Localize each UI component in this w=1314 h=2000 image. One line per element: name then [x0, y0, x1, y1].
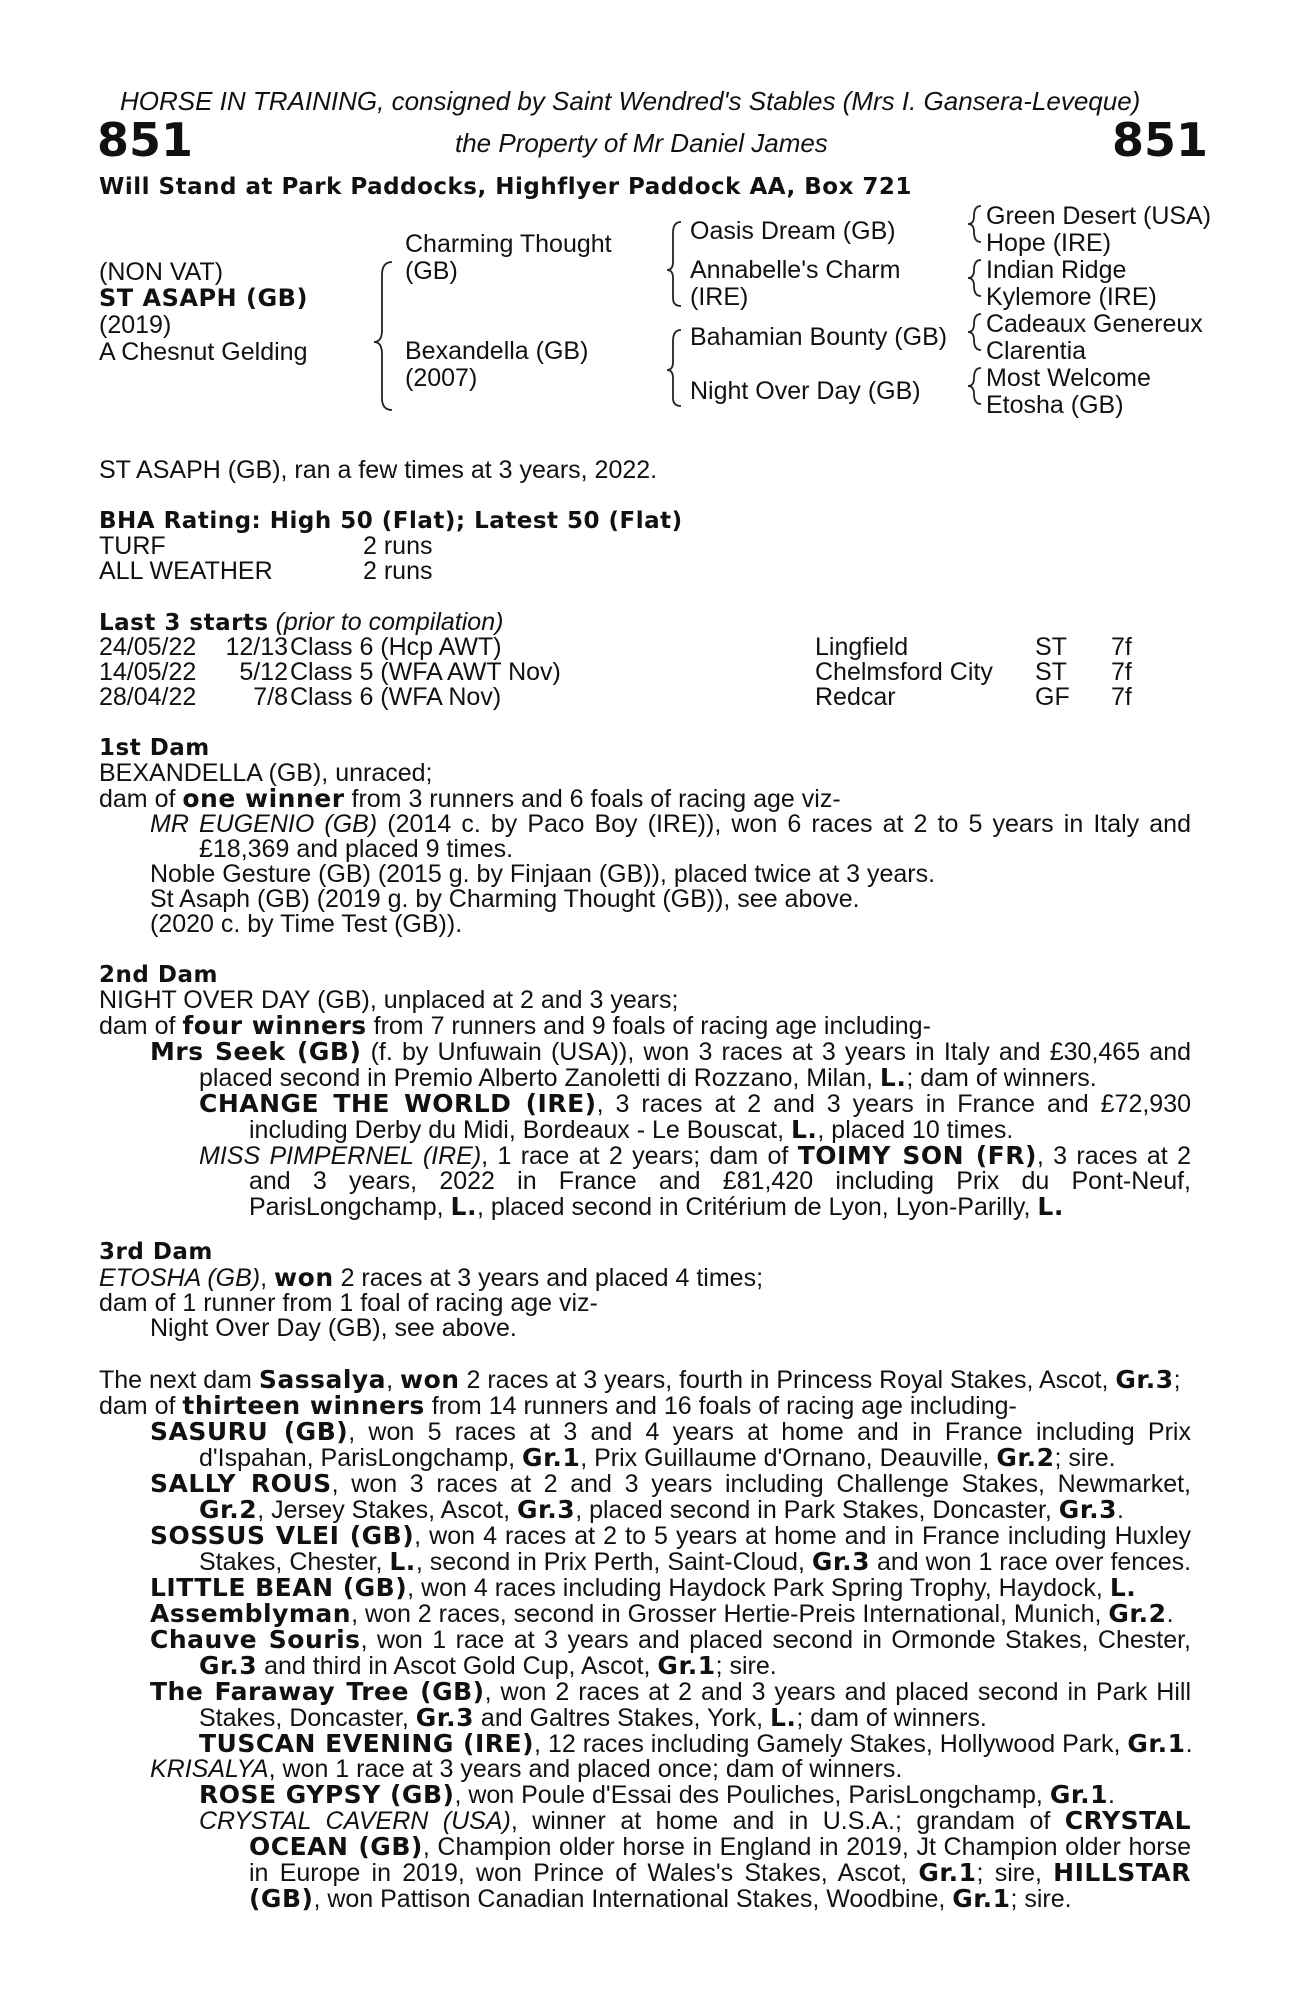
produce-name: KRISALYA [150, 1755, 269, 1783]
text: ; [1173, 1366, 1181, 1394]
produce-line [99, 1575, 1191, 1601]
produce-line [99, 812, 1191, 837]
grade: L. [389, 1547, 416, 1576]
produce-line-cont [99, 1549, 1191, 1575]
text: The next dam [99, 1366, 259, 1394]
start-distance: 7f [1111, 658, 1132, 686]
text: 2 races at 3 years, fourth in Princess Royal Stakes, Ascot, [459, 1366, 1116, 1394]
grandparent-6: Clarentia [986, 337, 1087, 365]
starts-heading-label: Last 3 starts [99, 610, 269, 636]
text: , [260, 1264, 275, 1292]
text: , won 4 races at 2 to 5 years at home and in France including Huxley [414, 1522, 1191, 1550]
text: , Jersey Stakes, Ascot, [257, 1496, 518, 1524]
produce-name: SASURU (GB) [150, 1417, 349, 1446]
produce-line: Night Over Day (GB), see above. [150, 1314, 517, 1342]
first-dam-line: BEXANDELLA (GB), unraced; [99, 759, 433, 787]
produce-name: ROSE GYPSY (GB) [199, 1780, 455, 1809]
produce-name: CRYSTAL [1064, 1806, 1191, 1835]
sire-dam-line1: Annabelle's Charm [690, 256, 901, 284]
produce-line [99, 1757, 1191, 1782]
won-label: won [399, 1365, 460, 1394]
lot-number-right: 851 [1112, 113, 1209, 167]
first-dam-section [99, 736, 1191, 937]
produce-name: HILLSTAR [1053, 1858, 1191, 1887]
dam-sire: Bahamian Bounty (GB) [690, 323, 948, 351]
produce-line [99, 1039, 1191, 1065]
produce-line [99, 1471, 1191, 1497]
text: and Galtres Stakes, York, [473, 1704, 770, 1732]
text: , won 2 races, second in Grosser Hertie-Preis International, Munich, [351, 1600, 1109, 1628]
winners-count: one winner [182, 784, 345, 813]
grade: Gr.3 [811, 1547, 871, 1576]
first-dam-line [99, 786, 1191, 812]
text: ParisLongchamp, [249, 1193, 451, 1221]
grade: Gr.1 [657, 1651, 716, 1680]
produce-name: LITTLE BEAN (GB) [150, 1573, 408, 1602]
grade: Gr.2 [1108, 1599, 1167, 1628]
text: , won 2 races at 2 and 3 years and placed second in Park Hill [484, 1678, 1191, 1706]
produce-line [99, 1419, 1191, 1445]
text: , second in Prix Perth, Saint-Cloud, [415, 1548, 812, 1576]
produce-line [99, 1731, 1191, 1757]
text: , placed second in Park Stakes, Doncaster, [575, 1496, 1059, 1524]
text: (f. by Unfuwain (USA)), won 3 races at 3 years in Italy and £30,465 and [361, 1038, 1191, 1066]
text: in Europe in 2019, won Prince of Wales's Stakes, Ascot, [249, 1859, 919, 1887]
produce-line-cont [99, 1653, 1191, 1679]
lot-number-left: 851 [97, 113, 194, 167]
start-position: 12/13 [225, 633, 288, 661]
start-going: ST [1035, 633, 1067, 661]
rating-surface: TURF [99, 532, 166, 560]
start-date: 14/05/22 [99, 658, 197, 686]
start-going: ST [1035, 658, 1067, 686]
text: , won 5 races at 3 and 4 years at home and in France including Prix [348, 1418, 1191, 1446]
text: , placed second in Critérium de Lyon, Lyon-Parilly, [476, 1193, 1038, 1221]
text: from 7 runners and 9 foals of racing age including- [366, 1012, 931, 1040]
start-course: Chelmsford City [815, 658, 993, 686]
grandparent-8: Etosha (GB) [986, 391, 1124, 419]
produce-line: (2020 c. by Time Test (GB)). [150, 910, 463, 938]
produce-line-cont [99, 1497, 1191, 1523]
text: ; dam of winners. [906, 1064, 1097, 1092]
produce-line-cont [99, 1445, 1191, 1471]
start-position: 7/8 [253, 683, 288, 711]
text: ; sire. [1010, 1885, 1072, 1913]
dam-dam: Night Over Day (GB) [690, 377, 921, 405]
produce-name: MR EUGENIO (GB) [150, 810, 378, 838]
start-race: Class 6 (WFA Nov) [290, 683, 502, 711]
start-position: 5/12 [239, 658, 288, 686]
third-dam-line: dam of 1 runner from 1 foal of racing age viz- [99, 1289, 598, 1317]
text: dam of [99, 1392, 183, 1420]
produce-line [99, 1523, 1191, 1549]
text: , won 4 races including Haydock Park Spring Trophy, Haydock, [407, 1574, 1110, 1602]
produce-name: TUSCAN EVENING (IRE) [199, 1729, 535, 1758]
grade: Gr.1 [1127, 1729, 1186, 1758]
produce-line-cont: and 3 years, 2022 in France and £81,420 including Prix du Pont-Neuf, [249, 1167, 1191, 1195]
produce-line-cont [99, 1834, 1191, 1860]
rating-heading: BHA Rating: High 50 (Flat); Latest 50 (Flat) [99, 508, 683, 534]
produce-line-cont: £18,369 and placed 9 times. [199, 835, 514, 863]
text: dam of [99, 785, 183, 813]
sire-dam-line2: (IRE) [690, 283, 749, 311]
start-date: 28/04/22 [99, 683, 197, 711]
grandparent-1: Green Desert (USA) [986, 202, 1212, 230]
starts-heading-note: (prior to compilation) [275, 608, 504, 636]
grandparent-4: Kylemore (IRE) [986, 283, 1157, 311]
text: , 12 races including Gamely Stakes, Hollywood Park, [534, 1730, 1128, 1758]
third-dam-line [99, 1265, 1191, 1291]
text: , won Poule d'Essai des Pouliches, ParisLongchamp, [454, 1781, 1050, 1809]
grade: Gr.3 [1115, 1365, 1174, 1394]
grade: Gr.2 [996, 1443, 1055, 1472]
stand-line: Will Stand at Park Paddocks, Highflyer Paddock AA, Box 721 [99, 174, 912, 200]
start-going: GF [1035, 683, 1070, 711]
text: , Champion older horse in England in 2019, Jt Champion older horse [422, 1833, 1191, 1861]
produce-line: Noble Gesture (GB) (2015 g. by Finjaan (GB)), placed twice at 3 years. [150, 860, 936, 888]
start-course: Lingfield [815, 633, 909, 661]
sire-country: (GB) [405, 257, 458, 285]
grade: Gr.1 [1049, 1780, 1109, 1809]
rating-surface: ALL WEATHER [99, 557, 273, 585]
text: ; sire. [715, 1652, 777, 1680]
grade: L. [1109, 1573, 1137, 1602]
second-dam-heading: 2nd Dam [99, 962, 218, 988]
grade: Gr.2 [199, 1495, 258, 1524]
next-dam-line [99, 1393, 1191, 1419]
second-dam-line: NIGHT OVER DAY (GB), unplaced at 2 and 3 years; [99, 986, 679, 1014]
text: . [1116, 1496, 1124, 1524]
produce-line-cont [99, 1065, 1191, 1091]
text: , 3 races at 2 and 3 years in France and £72,930 [596, 1090, 1191, 1118]
text: , [386, 1366, 400, 1394]
text: ; dam of winners. [796, 1704, 987, 1732]
produce-name: SALLY ROUS [150, 1469, 332, 1498]
property-line: the Property of Mr Daniel James [455, 128, 828, 158]
consignor-line: HORSE IN TRAINING, consigned by Saint Wendred's Stables (Mrs I. Gansera-Leveque) [120, 86, 1141, 116]
produce-line-cont [99, 1705, 1191, 1731]
start-date: 24/05/22 [99, 633, 197, 661]
third-dam-heading: 3rd Dam [99, 1239, 213, 1265]
produce-line [99, 1808, 1191, 1834]
text: and won 1 race over fences. [870, 1548, 1192, 1576]
text: from 14 runners and 16 foals of racing age including- [424, 1392, 1017, 1420]
produce-line-cont [99, 1194, 1191, 1220]
text: , placed 10 times. [817, 1116, 1014, 1144]
text: dam of [99, 1012, 183, 1040]
produce-name: TOIMY SON (FR) [797, 1141, 1037, 1170]
text: , won 3 races at 2 and 3 years including Challenge Stakes, Newmarket, [331, 1470, 1191, 1498]
text: Stakes, Chester, [199, 1548, 390, 1576]
produce-name: Assemblyman [150, 1599, 352, 1628]
grade: Gr.3 [1058, 1495, 1117, 1524]
text: including Derby du Midi, Bordeaux - Le Bouscat, [249, 1116, 791, 1144]
third-dam-section [99, 1240, 1191, 1341]
produce-line [99, 1143, 1191, 1169]
start-course: Redcar [815, 683, 896, 711]
produce-line [99, 1601, 1191, 1627]
grade: L. [769, 1703, 797, 1732]
grade: L. [1037, 1192, 1064, 1221]
produce-name: The Faraway Tree (GB) [150, 1677, 485, 1706]
text: . [1166, 1600, 1174, 1628]
start-distance: 7f [1111, 683, 1132, 711]
race-summary: ST ASAPH (GB), ran a few times at 3 years, 2022. [99, 456, 658, 484]
text: ; sire, [976, 1859, 1054, 1887]
text: , won 1 race at 3 years and placed second in Ormonde Stakes, Chester, [360, 1626, 1192, 1654]
grade: L. [790, 1115, 818, 1144]
grade: L. [879, 1063, 907, 1092]
produce-line [99, 1091, 1191, 1117]
text: , 1 race at 2 years; dam of [481, 1142, 798, 1170]
dam-year: (2007) [405, 364, 478, 392]
produce-name: Chauve Souris [150, 1625, 361, 1654]
grandparent-2: Hope (IRE) [986, 229, 1112, 257]
second-dam-line [99, 1013, 1191, 1039]
produce-line [99, 1627, 1191, 1653]
rating-runs: 2 runs [363, 532, 433, 560]
produce-name: CRYSTAL CAVERN (USA) [199, 1807, 511, 1835]
grade: Gr.1 [522, 1443, 581, 1472]
grade: Gr.1 [952, 1884, 1011, 1913]
text: d'Ispahan, ParisLongchamp, [199, 1444, 523, 1472]
grandparent-7: Most Welcome [986, 364, 1151, 392]
produce-line-cont [99, 1860, 1191, 1886]
produce-name: MISS PIMPERNEL (IRE) [199, 1142, 482, 1170]
produce-line-cont [99, 1886, 1191, 1912]
won-label: won [274, 1263, 334, 1292]
text: , won 1 race at 3 years and placed once; dam of winners. [268, 1755, 903, 1783]
vat-status: (NON VAT) [99, 258, 224, 286]
produce-line: St Asaph (GB) (2019 g. by Charming Thought (GB)), see above. [150, 885, 860, 913]
produce-name: OCEAN (GB) [249, 1832, 423, 1861]
grade: Gr.1 [918, 1858, 977, 1887]
text: Stakes, Doncaster, [199, 1704, 416, 1732]
grandparent-5: Cadeaux Genereux [986, 310, 1203, 338]
grade: Gr.3 [415, 1703, 474, 1732]
text: , 3 races at 2 [1036, 1142, 1191, 1170]
produce-line [99, 1679, 1191, 1705]
dam-name: ETOSHA (GB) [99, 1264, 261, 1292]
text: , won Pattison Canadian International Stakes, Woodbine, [313, 1885, 953, 1913]
text: and third in Ascot Gold Cup, Ascot, [257, 1652, 658, 1680]
produce-line [99, 1782, 1191, 1808]
dam-name: Sassalya [258, 1365, 387, 1394]
text: (2014 c. by Paco Boy (IRE)), won 6 races at 2 to 5 years in Italy and [377, 810, 1191, 838]
start-distance: 7f [1111, 633, 1132, 661]
winners-count: four winners [182, 1011, 367, 1040]
produce-name: SOSSUS VLEI (GB) [150, 1521, 415, 1550]
rating-runs: 2 runs [363, 557, 433, 585]
produce-line-cont [99, 1117, 1191, 1143]
horse-name: ST ASAPH (GB) [99, 284, 308, 312]
produce-name: CHANGE THE WORLD (IRE) [199, 1089, 597, 1118]
sire-name: Charming Thought [405, 230, 612, 258]
winners-count: thirteen winners [182, 1391, 425, 1420]
start-race: Class 5 (WFA AWT Nov) [290, 658, 561, 686]
text: , Prix Guillaume d'Ornano, Deauville, [580, 1444, 997, 1472]
next-dam-section [99, 1367, 1191, 1912]
first-dam-heading: 1st Dam [99, 735, 210, 761]
text: placed second in Premio Alberto Zanoletti di Rozzano, Milan, [199, 1064, 880, 1092]
grade: Gr.3 [517, 1495, 576, 1524]
text: from 3 runners and 6 foals of racing age viz- [344, 785, 841, 813]
text: 2 races at 3 years and placed 4 times; [333, 1264, 764, 1292]
sire-sire: Oasis Dream (GB) [690, 217, 896, 245]
horse-year: (2019) [99, 311, 172, 339]
text: , winner at home and in U.S.A.; grandam of [510, 1807, 1065, 1835]
second-dam-section [99, 963, 1191, 1220]
produce-name: (GB) [249, 1884, 314, 1913]
grandparent-3: Indian Ridge [986, 256, 1127, 284]
next-dam-line [99, 1367, 1191, 1393]
grade: L. [450, 1192, 477, 1221]
dam-name: Bexandella (GB) [405, 337, 589, 365]
start-race: Class 6 (Hcp AWT) [290, 633, 502, 661]
grade: Gr.3 [199, 1651, 258, 1680]
text: . [1185, 1730, 1193, 1758]
text: ; sire. [1054, 1444, 1116, 1472]
produce-name: Mrs Seek (GB) [150, 1037, 362, 1066]
text: . [1108, 1781, 1115, 1809]
horse-description: A Chesnut Gelding [99, 338, 308, 366]
